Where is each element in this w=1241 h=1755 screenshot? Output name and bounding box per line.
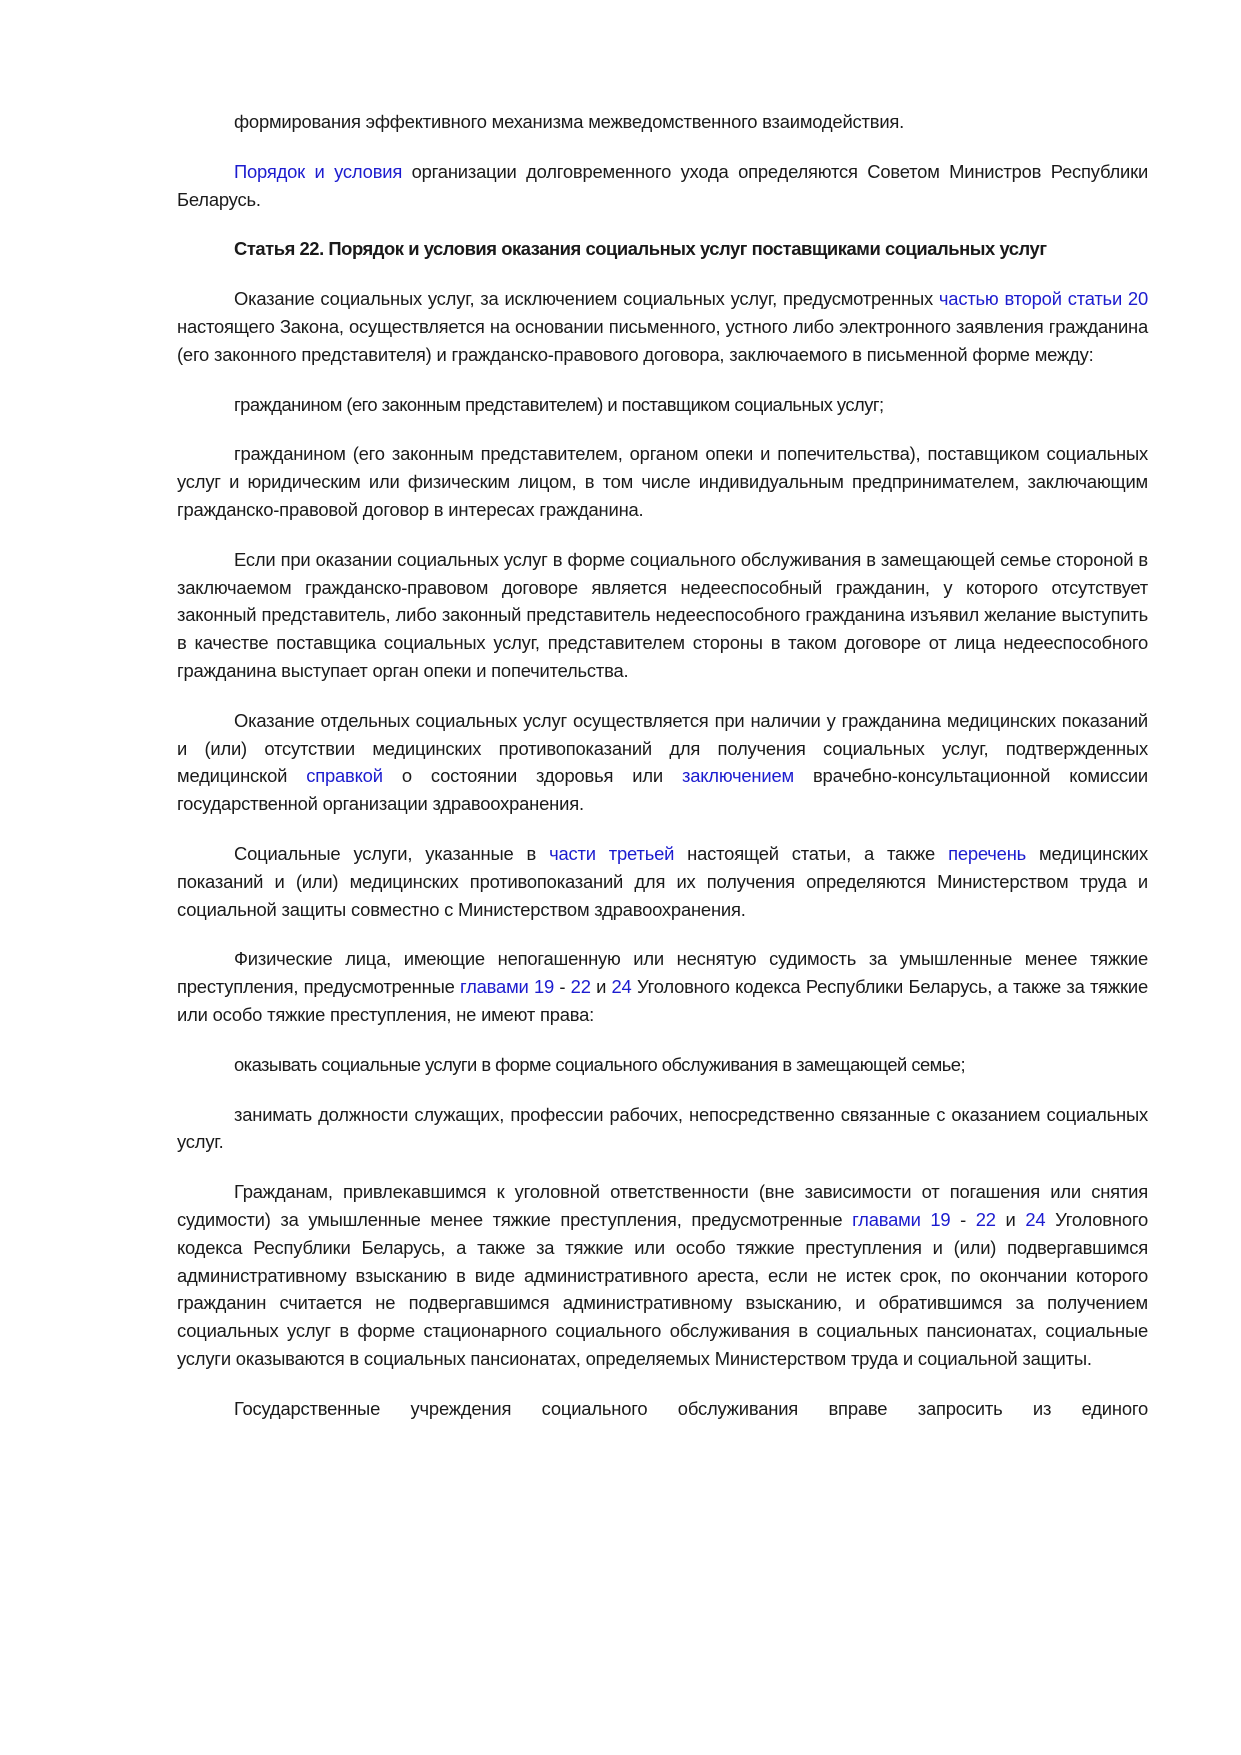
- link-article-20-part-2[interactable]: частью второй статьи 20: [938, 288, 1148, 310]
- link-procedure-and-conditions[interactable]: Порядок и условия: [234, 160, 403, 182]
- paragraph-contract-party-1: [177, 391, 1148, 419]
- paragraph-text: и: [590, 976, 612, 998]
- paragraph-text: Если при оказании социальных услуг в форме социального обслуживания в замещающей семье стороной в заключаемом гражданско-правовом договоре является недееспособный гражданин, у которого отсутствует законный представитель, либо законный представитель недееспособного гражданина изъявил желание выступить в качестве поставщика социальных услуг, представителем стороны в таком договоре от лица недееспособного гражданина выступает орган опеки и попечительства.: [177, 548, 1148, 681]
- paragraph-text: о состоянии здоровья или: [382, 765, 682, 787]
- link-chapter-24[interactable]: 24: [1025, 1208, 1046, 1230]
- link-chapter-19[interactable]: главами 19: [852, 1208, 951, 1230]
- paragraph-text: гражданином (его законным представителем, органом опеки и попечительства), поставщиком социальных услуг и юридическим или физическим лицом, в том числе индивидуальным предпринимателем, заключающим гражданско-правовой договор в интересах гражданина.: [177, 443, 1148, 520]
- link-chapter-22[interactable]: 22: [975, 1208, 996, 1230]
- heading-text: Статья 22. Порядок и условия оказания социальных услуг поставщиками социальных услуг: [234, 238, 1047, 260]
- paragraph-text: Социальные услуги, указанные в: [234, 842, 550, 864]
- link-medical-certificate[interactable]: справкой: [306, 765, 383, 787]
- paragraph-long-term-care: [177, 158, 1148, 214]
- paragraph-text: Физические лица, имеющие непогашенную или неснятую судимость за умышленные менее тяжкие преступления, предусмотренные: [177, 948, 1148, 998]
- paragraph-state-institutions: [177, 1395, 1148, 1423]
- paragraph-contract-party-2: [177, 440, 1148, 523]
- paragraph-text: формирования эффективного механизма межведомственного взаимодействия.: [234, 111, 905, 132]
- paragraph-text: Уголовного кодекса Республики Беларусь, а также за тяжкие или особо тяжкие преступления, не имеют права:: [177, 976, 1148, 1025]
- link-part-three[interactable]: части третьей: [549, 842, 675, 864]
- link-chapter-19[interactable]: главами 19: [460, 976, 555, 998]
- paragraph-services-list: [177, 840, 1148, 923]
- paragraph-text: Оказание социальных услуг, за исключением социальных услуг, предусмотренных: [234, 288, 939, 310]
- paragraph-criminal-record-restrictions: [177, 945, 1148, 1028]
- paragraph-text: организации долговременного ухода определяются Советом Министров Республики Беларусь.: [177, 160, 1149, 210]
- article-22-heading: [177, 235, 1148, 263]
- paragraph-text: гражданином (его законным представителем) и поставщиком социальных услуг;: [234, 393, 884, 415]
- paragraph-text: врачебно-консультационной комиссии государственной организации здравоохранения.: [177, 765, 1149, 815]
- paragraph-social-pensions: [177, 1178, 1148, 1373]
- paragraph-incapacitated-citizen: [177, 546, 1148, 685]
- paragraph-text: Гражданам, привлекавшимся к уголовной ответственности (вне зависимости от погашения или снятия судимости) за умышленные менее тяжкие преступления, предусмотренные: [177, 1181, 1148, 1230]
- paragraph-text: Уголовного кодекса Республики Беларусь, а также за тяжкие или особо тяжкие преступления и (или) подвергавшимся административному взысканию в виде административного ареста, если не истек срок, по окончании которого гражданин считается не подвергавшимся административному взысканию, и обратившимся за получением социальных услуг в форме стационарного социального обслуживания в социальных пансионатах, социальные услуги оказываются в социальных пансионатах, определяемых Министерством труда и социальной защиты.: [177, 1208, 1148, 1369]
- link-chapter-24[interactable]: 24: [611, 976, 632, 998]
- paragraph-text: и: [995, 1208, 1026, 1230]
- paragraph-text: настоящего Закона, осуществляется на основании письменного, устного либо электронного заявления гражданина (его законного представителя) и гражданско-правового договора, заключаемого в письменной форме между:: [177, 315, 1148, 365]
- link-list[interactable]: перечень: [948, 842, 1027, 864]
- paragraph-text: Оказание отдельных социальных услуг осуществляется при наличии у гражданина медицинских показаний и (или) отсутствии медицинских противопоказаний для получения социальных услуг, подтвержденных медицинской: [177, 709, 1148, 787]
- paragraph-text: оказывать социальные услуги в форме социального обслуживания в замещающей семье;: [234, 1053, 966, 1075]
- paragraph-text: -: [554, 976, 571, 998]
- link-commission-conclusion[interactable]: заключением: [681, 765, 794, 787]
- paragraph-restriction-2: [177, 1101, 1148, 1157]
- paragraph-text: занимать должности служащих, профессии рабочих, непосредственно связанные с оказанием социальных услуг.: [177, 1103, 1148, 1153]
- paragraph-provision-basis: [177, 285, 1148, 368]
- paragraph-interagency-mechanism: [177, 108, 1148, 136]
- paragraph-restriction-1: [177, 1051, 1148, 1079]
- link-chapter-22[interactable]: 22: [570, 976, 591, 998]
- paragraph-medical-indications: [177, 707, 1148, 818]
- paragraph-text: настоящей статьи, а также: [674, 842, 949, 864]
- paragraph-text: -: [950, 1208, 976, 1230]
- document-page: [177, 108, 1148, 1422]
- paragraph-text: Государственные учреждения социального обслуживания вправе запросить из единого: [234, 1397, 1148, 1419]
- paragraph-text: медицинских показаний и (или) медицинских противопоказаний для их получения определяются Министерством труда и социальной защиты совместно с Министерством здравоохранения.: [177, 842, 1148, 920]
